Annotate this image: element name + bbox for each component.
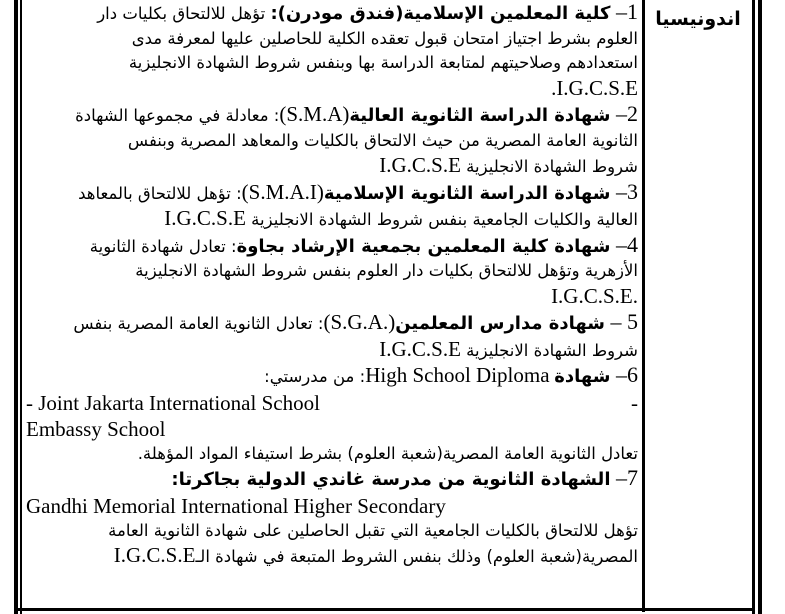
item-number: 2 bbox=[627, 101, 638, 126]
certificate-item-2: 2– شهادة الدراسة الثانوية العالية(S.M.A): معادلة في مجموعها الشهادة الثانوية العامة المصرية من حيث الالتحاق بالكليات والمعاهد المصرية وبنفس شروط الشهادة الانجليزية I.G.C.S.E bbox=[75, 101, 638, 177]
item-tail-code: I.G.C.S.E bbox=[164, 206, 246, 230]
school-dash: - bbox=[631, 390, 638, 415]
item-title: شهادة كلية المعلمين بجمعية الإرشاد بجاوة bbox=[236, 235, 611, 257]
item-tail-code: I.G.C.S.E bbox=[379, 153, 461, 177]
item-number: 4 bbox=[627, 231, 638, 257]
item-number: 6 bbox=[627, 362, 638, 387]
item-code: (S.M.A) bbox=[279, 102, 350, 126]
item-code: (.S.G.A) bbox=[323, 310, 396, 334]
item-text-line: شروط الشهادة الانجليزية bbox=[460, 340, 638, 360]
school-line bbox=[26, 493, 638, 519]
item-number: 7 bbox=[627, 465, 638, 490]
item-text-line: العالية والكليات الجامعية بنفس شروط الشهادة الانجليزية bbox=[245, 210, 638, 229]
school-line bbox=[26, 416, 638, 442]
country-cell bbox=[646, 4, 750, 34]
table-border-bottom bbox=[14, 608, 755, 611]
table-border-left-inner bbox=[20, 0, 22, 614]
item-code: High School Diploma bbox=[365, 363, 550, 387]
item-text-line: استعدادهم وصلاحيتهم لمتابعة الدراسة بها وبنفس شروط الشهادة الانجليزية bbox=[128, 53, 638, 72]
item-text-line: الثانوية العامة المصرية من حيث الالتحاق بالكليات والمعاهد المصرية وبنفس bbox=[127, 130, 638, 150]
school-name: - Joint Jakarta International School bbox=[26, 390, 320, 415]
table-border-right-outer bbox=[758, 0, 762, 614]
item-title: شهادة الدراسة الثانوية العالية bbox=[349, 105, 611, 126]
certificate-item-5: 5 – شهادة مدارس المعلمين(.S.G.A): تعادل الثانوية العامة المصرية بنفس شروط الشهادة الانجليزية I.G.C.S.E bbox=[73, 309, 638, 361]
table-border-left-outer bbox=[14, 0, 18, 614]
item-tail-code: .I.G.C.S.E bbox=[551, 283, 638, 308]
item-note: تعادل الثانوية العامة المصرية(شعبة العلوم) بشرط استيفاء المواد المؤهلة. bbox=[137, 443, 638, 463]
item-title: شهادة bbox=[554, 366, 611, 387]
certificate-item-4: 4– شهادة كلية المعلمين بجمعية الإرشاد بجاوة: تعادل شهادة الثانوية الأزهرية وتؤهل للالتحاق بكليات دار العلوم بنفس شروط الشهادة الانجليزية .I.G.C.S.E bbox=[89, 231, 638, 308]
item-title: الشهادة الثانوية من مدرسة غاندي الدولية بجاكرتا: bbox=[171, 469, 611, 490]
item-text-line: : من مدرستي: bbox=[264, 367, 366, 386]
certificate-item-3: 3– شهادة الدراسة الثانوية الإسلامية(S.M.A.I): تؤهل للالتحاق بالمعاهد العالية والكليات الجامعية بنفس شروط الشهادة الانجليزية I.G.C.S.E bbox=[78, 178, 638, 230]
item-tail-code: I.G.C.S.E. bbox=[551, 75, 638, 100]
item-tail-code: I.G.C.S.E bbox=[379, 336, 461, 361]
item-text-line: : تعادل شهادة الثانوية bbox=[89, 236, 237, 256]
item-text-line: تؤهل للالتحاق بالكليات الجامعية التي تقبل الحاصلين على شهادة الثانوية العامة bbox=[108, 520, 638, 540]
item-text-line: : تعادل الثانوية العامة المصرية بنفس bbox=[73, 314, 324, 333]
item-code: (S.M.A.I) bbox=[241, 179, 324, 204]
certificate-item-7: 7– الشهادة الثانوية من مدرسة غاندي الدولية بجاكرتا: Gandhi Memorial International Higher Secondary تؤهل للالتحاق بالكليات الجامعية التي تقبل الحاصلين على شهادة الثانوية العامة المصرية(شعبة العلوم) وذلك بنفس الشروط المتبعة في شهادة الـI.G.C.S.E bbox=[26, 465, 638, 567]
item-title: شهادة الدراسة الثانوية الإسلامية bbox=[323, 182, 611, 204]
certificates-cell bbox=[26, 0, 638, 570]
item-number: 1 bbox=[627, 0, 638, 24]
item-text-line: : تؤهل للالتحاق بالمعاهد bbox=[78, 183, 242, 203]
certificate-item-6: 6– شهادة High School Diploma: من مدرستي: - Joint Jakarta International School - Embassy School تعادل الثانوية العامة المصرية(شعبة العلوم) بشرط استيفاء المواد المؤهلة. bbox=[26, 362, 638, 463]
item-text-line: شروط الشهادة الانجليزية bbox=[460, 157, 638, 176]
school-name: Gandhi Memorial International Higher Secondary bbox=[26, 493, 446, 518]
certificate-item-1: 1– كلية المعلمين الإسلامية(فندق مودرن): تؤهل للالتحاق بكليات دار العلوم بشرط اجتياز امتحان قبول تعقده الكلية للحاصلين عليها لمعرفة مدى استعدادهم وصلاحيتهم لمتابعة الدراسة بها وبنفس شروط الشهادة الانجليزية I.G.C.S.E. bbox=[97, 0, 638, 100]
school-line bbox=[26, 390, 638, 416]
table-border-right-inner bbox=[752, 0, 755, 614]
item-text-line: الأزهرية وتؤهل للالتحاق بكليات دار العلوم بنفس شروط الشهادة الانجليزية bbox=[135, 261, 638, 280]
item-title: شهادة مدارس المعلمين bbox=[395, 313, 605, 334]
item-text-line: المصرية(شعبة العلوم) وذلك بنفس الشروط المتبعة في شهادة الـ bbox=[195, 547, 638, 566]
column-divider bbox=[642, 0, 645, 612]
item-tail-code: I.G.C.S.E bbox=[113, 543, 196, 567]
item-text-line: : معادلة في مجموعها الشهادة bbox=[75, 106, 280, 125]
item-number: 5 bbox=[627, 309, 638, 334]
item-number: 3 bbox=[627, 178, 638, 204]
country-name: اندونيسيا bbox=[655, 8, 741, 30]
item-text-line: تؤهل للالتحاق بكليات دار bbox=[97, 4, 271, 23]
school-name: Embassy School bbox=[26, 416, 166, 441]
item-title: كلية المعلمين الإسلامية(فندق مودرن): bbox=[270, 3, 611, 24]
item-text-line: العلوم بشرط اجتياز امتحان قبول تعقده الكلية للحاصلين عليها لمعرفة مدى bbox=[131, 28, 638, 48]
